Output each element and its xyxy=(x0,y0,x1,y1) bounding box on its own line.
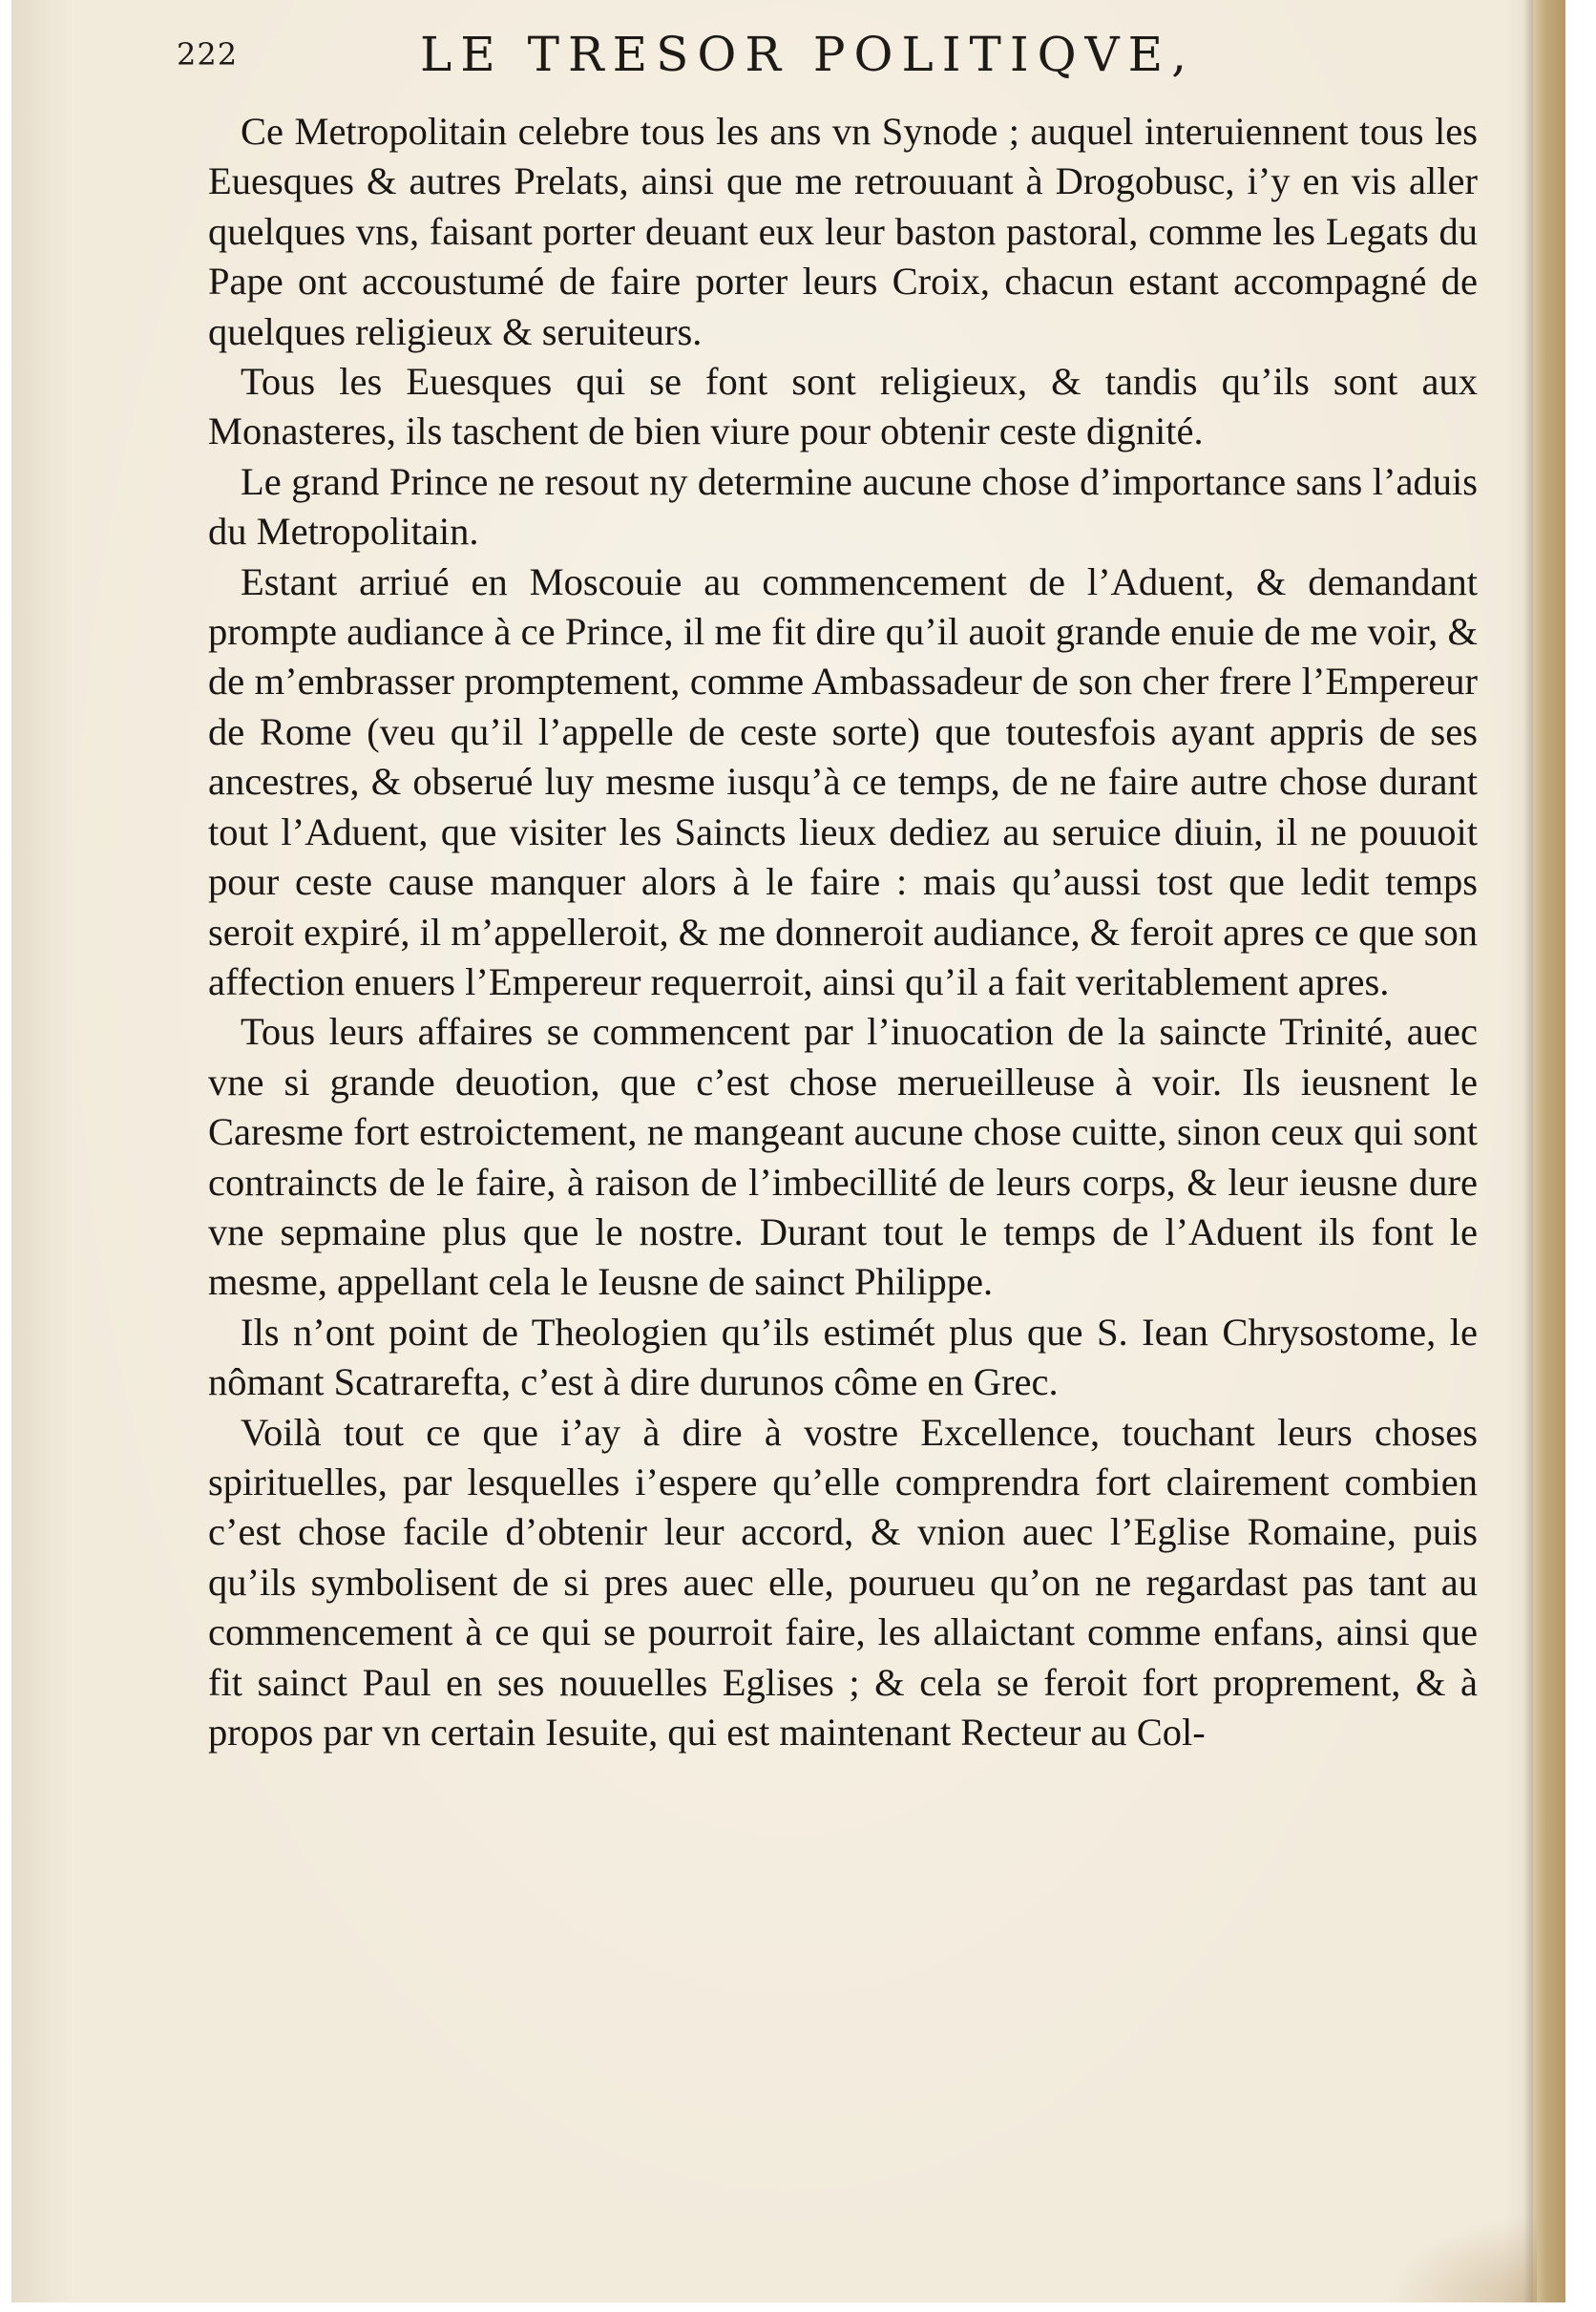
page-header xyxy=(0,27,1596,88)
paragraph: Ils n’ont point de Theologien qu’ils estimét plus que S. Iean Chrysostome, le nômant Scatrarefta, c’est à dire durunos côme en Grec. xyxy=(208,1310,1478,1404)
corner-stain xyxy=(1384,2217,1537,2302)
paragraph: Estant arriué en Moscouie au commencement de l’Aduent, & demandant prompte audiance à ce Prince, il me fit dire qu’il auoit grande enuie de me voir, & de m’embrasser promptement, comme Ambassadeur de son cher frere l’Empereur de Rome (veu qu’il l’appelle de ceste sorte) que toutesfois ayant appris de ses ancestres, & obserué luy mesme iusqu’à ce temps, de ne faire autre chose durant tout l’Aduent, que visiter les Saincts lieux dediez au seruice diuin, il ne pouuoit pour ceste cause manquer alors à le faire : mais qu’aussi tost que ledit temps seroit expiré, il m’appelleroit, & me donneroit audiance, & feroit apres ce que son affection enuers l’Empereur requerroit, ainsi qu’il a fait veritablement apres. xyxy=(208,559,1478,1003)
body-text xyxy=(208,107,1478,1757)
page-edge xyxy=(1533,0,1565,2302)
paragraph: Tous les Euesques qui se font sont religieux, & tandis qu’ils sont aux Monasteres, ils taschent de bien viure pour obtenir ceste dignité. xyxy=(208,360,1478,453)
paragraph: Tous leurs affaires se commencent par l’inuocation de la saincte Trinité, auec vne si grande deuotion, que c’est chose merueilleuse à voir. Ils ieusnent le Caresme fort estroictement, ne mangeant aucune chose cuitte, sinon ceux qui sont contraincts de le faire, à raison de l’imbecillité de leurs corps, & leur ieusne dure vne sepmaine plus que le nostre. Durant tout le temps de l’Aduent ils font le mesme, appellant cela le Ieusne de sainct Philippe. xyxy=(208,1010,1478,1304)
running-title: LE TRESOR POLITIQVE, xyxy=(420,27,1196,82)
page-edge-shadow xyxy=(1523,0,1533,2302)
paragraph: Voilà tout ce que i’ay à dire à vostre Excellence, touchant leurs choses spirituelles, par lesquelles i’espere qu’elle comprendra fort clairement combien c’est chose facile d’obtenir leur accord, & vnion auec l’Eglise Romaine, puis qu’ils symbolisent de si pres auec elle, pourueu qu’on ne regardast pas tant au commencement à ce qui se pourroit faire, les allaictant comme enfans, ainsi que fit sainct Paul en ses nouuelles Eglises ; & cela se feroit fort proprement, & à propos par vn certain Iesuite, qui est maintenant Recteur au Col- xyxy=(208,1410,1478,1754)
page-number: 222 xyxy=(177,36,239,73)
paragraph: Le grand Prince ne resout ny determine aucune chose d’importance sans l’aduis du Metropolitain. xyxy=(208,459,1478,554)
paragraph: Ce Metropolitain celebre tous les ans vn Synode ; auquel interuiennent tous les Euesques & autres Prelats, ainsi que me retrouuant à Drogobusc, i’y en vis aller quelques vns, faisant porter deuant eux leur baston pastoral, comme les Legats du Pape ont accoustumé de faire porter leurs Croix, chacun estant accompagné de quelques religieux & seruiteurs. xyxy=(208,110,1478,353)
